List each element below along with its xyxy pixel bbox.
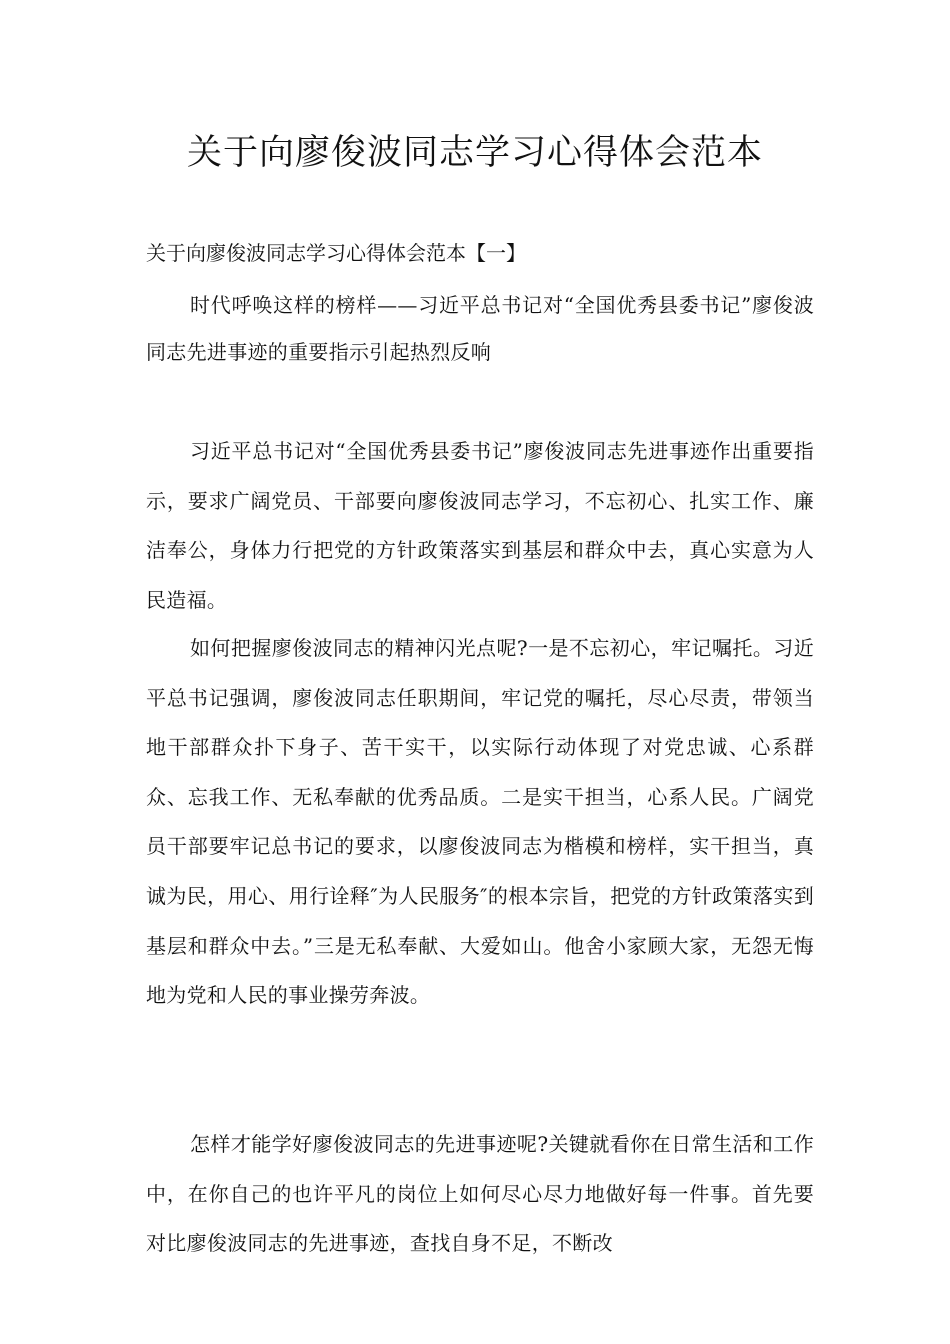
paragraph-2: 如何把握廖俊波同志的精神闪光点呢?一是不忘初心，牢记嘱托。习近平总书记强调，廖俊波同志任职期间，牢记党的嘱托，尽心尽责，带领当地干部群众扑下身子、苦干实干，以实际行动体现了对党忠诚、心系群众、忘我工作、无私奉献的优秀品质。二是实干担当，心系人民。广阔党员干部要牢记总书记的要求，以廖俊波同志为楷模和榜样，实干担当，真诚为民，用心、用行诠释″为人民服务″的根本宗旨，把党的方针政策落实到基层和群众中去。”三是无私奉献、大爱如山。他舍小家顾大家，无怨无悔地为党和人民的事业操劳奔波。 <box>146 636 814 1008</box>
paragraph-headline: 时代呼唤这样的榜样——习近平总书记对“全国优秀县委书记”廖俊波同志先进事迹的重要指示引起热烈反响 <box>146 293 814 364</box>
document-title: 关于向廖俊波同志学习心得体会范本 <box>186 133 763 173</box>
section-heading: 关于向廖俊波同志学习心得体会范本【一】 <box>146 241 526 265</box>
paragraph-1: 习近平总书记对“全国优秀县委书记”廖俊波同志先进事迹作出重要指示，要求广阔党员、干部要向廖俊波同志学习，不忘初心、扎实工作、廉洁奉公，身体力行把党的方针政策落实到基层和群众中去，真心实意为人民造福。 <box>146 439 814 612</box>
paragraph-3: 怎样才能学好廖俊波同志的先进事迹呢?关键就看你在日常生活和工作中，在你自己的也许平凡的岗位上如何尽心尽力地做好每一件事。首先要对比廖俊波同志的先进事迹，查找自身不足，不断改 <box>146 1132 814 1255</box>
